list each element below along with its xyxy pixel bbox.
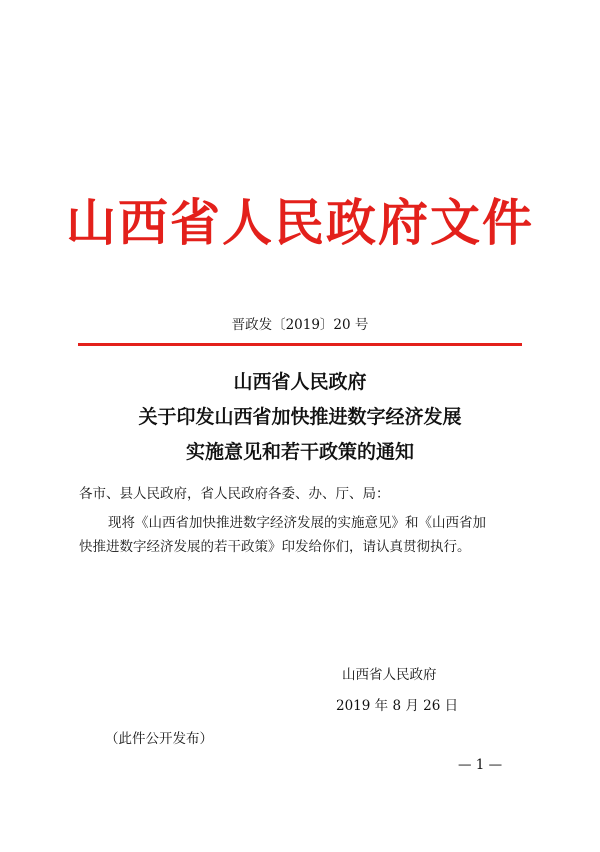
publish-note: （此件公开发布） bbox=[105, 731, 213, 747]
document-header-title: 山西省人民政府文件 bbox=[66, 193, 534, 252]
signature-organization: 山西省人民政府 bbox=[342, 667, 437, 683]
notice-title-line-1: 山西省人民政府 bbox=[233, 371, 367, 393]
addressee-line: 各市、县人民政府，省人民政府各委、办、厅、局： bbox=[79, 486, 390, 502]
body-paragraph-line-2: 快推进数字经济发展的若干政策》印发给你们，请认真贯彻执行。 bbox=[79, 539, 471, 555]
notice-title-line-2: 关于印发山西省加快推进数字经济发展 bbox=[138, 406, 462, 428]
signature-date: 2019 年 8 月 26 日 bbox=[336, 698, 459, 714]
notice-title-line-3: 实施意见和若干政策的通知 bbox=[185, 441, 414, 463]
page-number: — 1 — bbox=[458, 757, 503, 773]
red-separator-line bbox=[78, 343, 522, 346]
body-paragraph-line-1: 现将《山西省加快推进数字经济发展的实施意见》和《山西省加 bbox=[108, 515, 486, 531]
document-number: 晋政发〔2019〕20 号 bbox=[231, 317, 369, 333]
